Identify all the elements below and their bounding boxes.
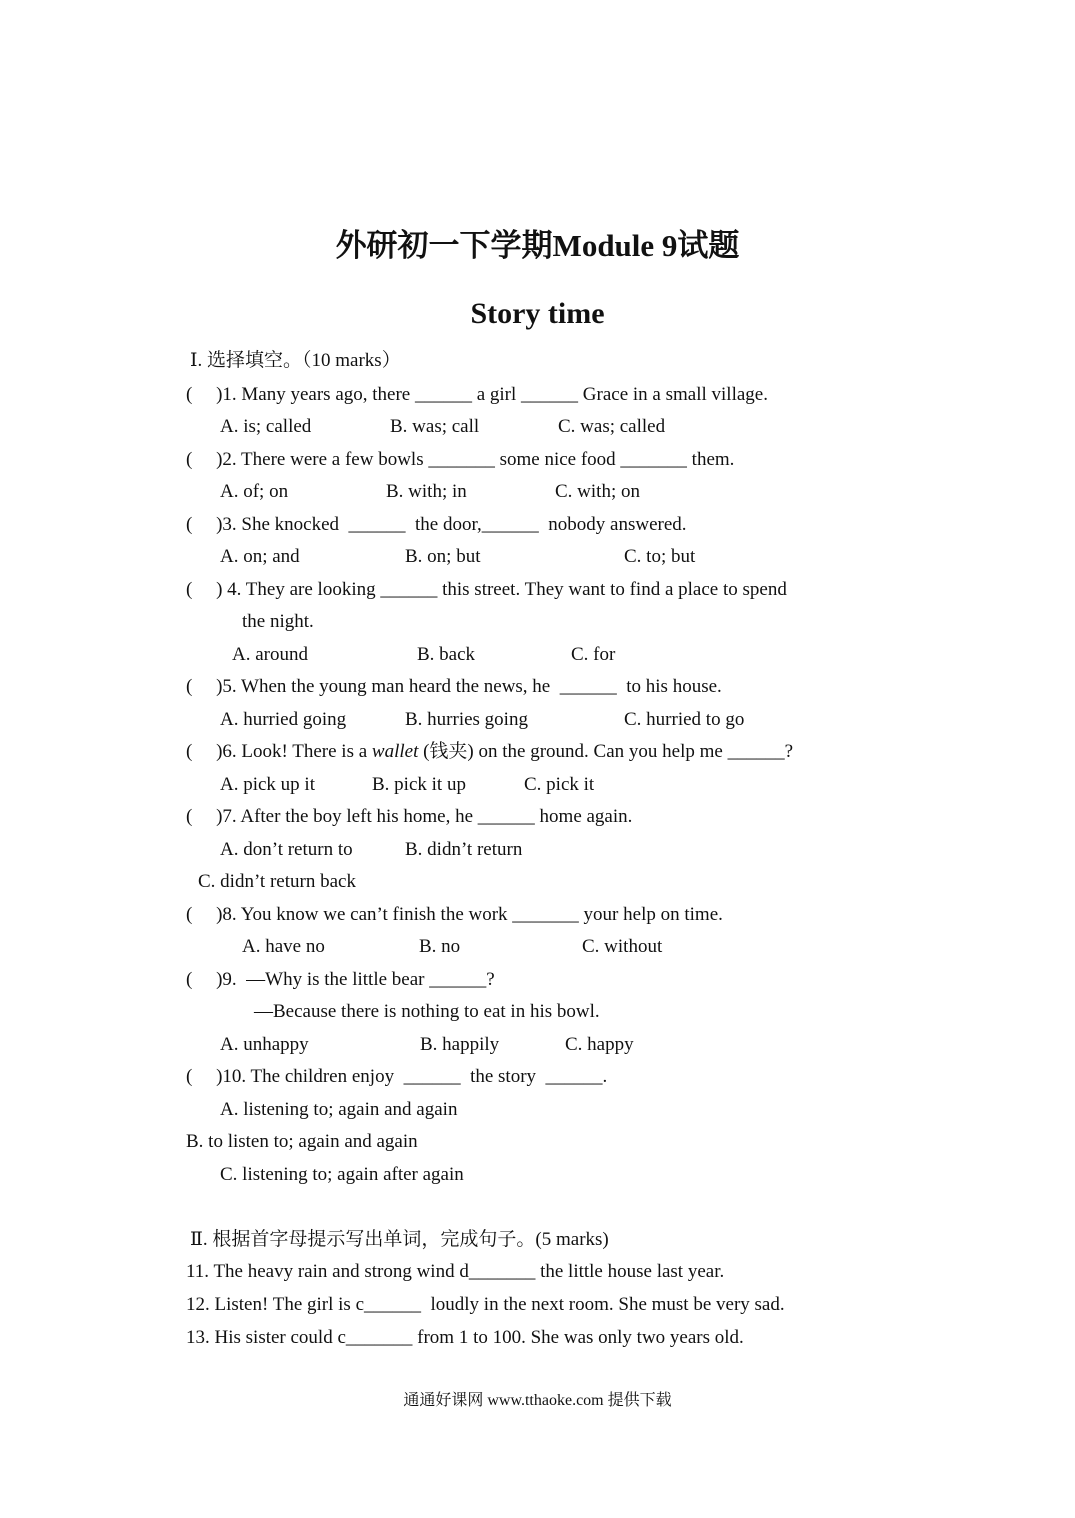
q6-option-b: B. pick it up [372,774,466,795]
q8-option-a: A. have no [242,936,325,957]
q1-option-a: A. is; called [220,416,312,437]
question-4: ( ) 4. They are looking ______ this street. They want to find a place to spend [186,579,787,600]
section-1-heading: Ⅰ. 选择填空。（10 marks） [190,350,401,371]
page-subtitle: Story time [470,297,605,330]
q2-option-b: B. with; in [386,481,467,502]
section-2-heading: Ⅱ. 根据首字母提示写出单词，完成句子。(5 marks) [190,1229,609,1250]
q2-option-a: A. of; on [220,481,289,502]
question-9: ( )9. —Why is the little bear ______? [186,969,495,990]
page-footer: 通通好课网 www.tthaoke.com 提供下载 [403,1392,672,1409]
q9-option-b: B. happily [420,1034,500,1055]
question-6 [186,739,793,765]
q10-option-c: C. listening to; again after again [220,1164,464,1185]
q3-option-c: C. to; but [624,546,696,567]
q7-option-a: A. don’t return to [220,839,353,860]
q7-option-c: C. didn’t return back [198,871,356,892]
q6-stem-before: ( )6. Look! There is a [186,741,372,762]
question-8: ( )8. You know we can’t finish the work _______ your help on time. [186,904,723,925]
question-11: 11. The heavy rain and strong wind d_______ the little house last year. [186,1261,725,1282]
question-5: ( )5. When the young man heard the news, he ______ to his house. [186,676,722,697]
question-2: ( )2. There were a few bowls _______ some nice food _______ them. [186,449,735,470]
q5-option-a: A. hurried going [220,709,347,730]
q7-option-b: B. didn’t return [405,839,523,860]
q10-option-b: B. to listen to; again and again [186,1131,418,1152]
q6-option-c: C. pick it [524,774,595,795]
q2-option-c: C. with; on [555,481,640,502]
q8-option-c: C. without [582,936,663,957]
q6-option-a: A. pick up it [220,774,315,795]
q1-option-c: C. was; called [558,416,666,437]
question-13: 13. His sister could c_______ from 1 to 100. She was only two years old. [186,1327,744,1348]
page-title: 外研初一下学期Module 9试题 [335,228,740,263]
q3-option-b: B. on; but [405,546,481,567]
q8-option-b: B. no [419,936,461,957]
q5-option-b: B. hurries going [405,709,528,730]
q6-stem-after: (钱夹) on the ground. Can you help me ______? [418,741,794,762]
question-7: ( )7. After the boy left his home, he ______ home again. [186,806,633,827]
question-12: 12. Listen! The girl is c______ loudly in the next room. She must be very sad. [186,1294,785,1315]
q6-stem-italic-word: wallet [371,741,419,762]
question-1: ( )1. Many years ago, there ______ a girl ______ Grace in a small village. [186,384,768,405]
question-3: ( )3. She knocked ______ the door,______ nobody answered. [186,514,687,535]
question-10: ( )10. The children enjoy ______ the story ______. [186,1066,608,1087]
question-9-answer-line: —Because there is nothing to eat in his bowl. [254,1001,600,1022]
q5-option-c: C. hurried to go [624,709,745,730]
q10-option-a: A. listening to; again and again [220,1099,458,1120]
q4-option-c: C. for [571,644,616,665]
q3-option-a: A. on; and [220,546,300,567]
q9-option-a: A. unhappy [220,1034,309,1055]
question-4-continued: the night. [242,611,314,632]
q9-option-c: C. happy [565,1034,634,1055]
q1-option-b: B. was; call [390,416,480,437]
q4-option-a: A. around [232,644,308,665]
q4-option-b: B. back [417,644,476,665]
